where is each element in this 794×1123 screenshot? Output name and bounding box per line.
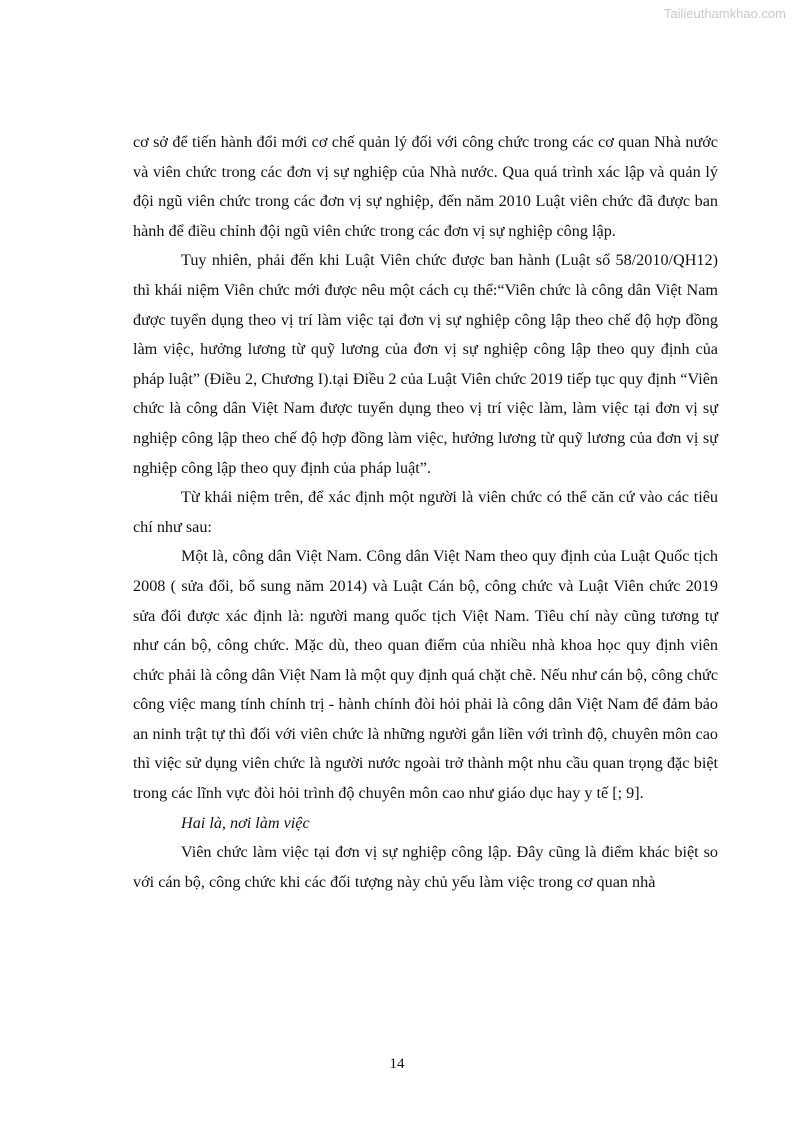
paragraph: Một là, công dân Việt Nam. Công dân Việt Nam theo quy định của Luật Quốc tịch 2008 ( sửa đổi, bổ sung năm 2014) và Luật Cán bộ, công chức và Luật Viên chức 2019 sửa đổi được xác định là: người mang quốc tịch Việt Nam. Tiêu chí này cũng tương tự như cán bộ, công chức. Mặc dù, theo quan điểm của nhiều nhà khoa học quy định viên chức phải là công dân Việt Nam là một quy định quá chặt chẽ. Nếu như cán bộ, công chức công việc mang tính chính trị - hành chính đòi hỏi phải là công dân Việt Nam để đảm bảo an ninh trật tự thì đối với viên chức là những người gắn liền với trình độ, chuyên môn cao thì việc sử dụng viên chức là người nước ngoài trở thành một nhu cầu quan trọng đặc biệt trong các lĩnh vực đòi hỏi trình độ chuyên môn cao như giáo dục hay y tế [; 9]. (133, 547, 718, 803)
paragraph: Từ khái niệm trên, để xác định một người là viên chức có thể căn cứ vào các tiêu chí như sau: (133, 488, 718, 536)
section-heading: Hai là, nơi làm việc (181, 813, 310, 832)
paragraph: Viên chức làm việc tại đơn vị sự nghiệp công lập. Đây cũng là điểm khác biệt so với cán bộ, công chức khi các đối tượng này chủ yếu làm việc trong cơ quan nhà (133, 843, 718, 891)
paragraph: Tuy nhiên, phải đến khi Luật Viên chức được ban hành (Luật số 58/2010/QH12) thì khái niệm Viên chức mới được nêu một cách cụ thể:“Viên chức là công dân Việt Nam được tuyển dụng theo vị trí làm việc tại đơn vị sự nghiệp công lập theo chế độ hợp đồng làm việc, hưởng lương từ quỹ lương của đơn vị sự nghiệp công lập theo quy định của pháp luật” (Điều 2, Chương I).tại Điều 2 của Luật Viên chức 2019 tiếp tục quy định “Viên chức là công dân Việt Nam được tuyển dụng theo vị trí việc làm, làm việc tại đơn vị sự nghiệp công lập theo chế độ hợp đồng làm việc, hưởng lương từ quỹ lương của đơn vị sự nghiệp công lập theo quy định của pháp luật”. (133, 251, 718, 477)
paragraph: cơ sở để tiến hành đổi mới cơ chế quản lý đối với công chức trong các cơ quan Nhà nước và viên chức trong các đơn vị sự nghiệp của Nhà nước. Qua quá trình xác lập và quản lý đội ngũ viên chức trong các đơn vị sự nghiệp, đến năm 2010 Luật viên chức đã được ban hành để điều chỉnh đội ngũ viên chức trong các đơn vị sự nghiệp công lập. (133, 133, 718, 240)
page-number: 14 (389, 1056, 405, 1072)
page-body (133, 128, 718, 897)
watermark: Tailieuthamkhao.com (663, 6, 786, 21)
